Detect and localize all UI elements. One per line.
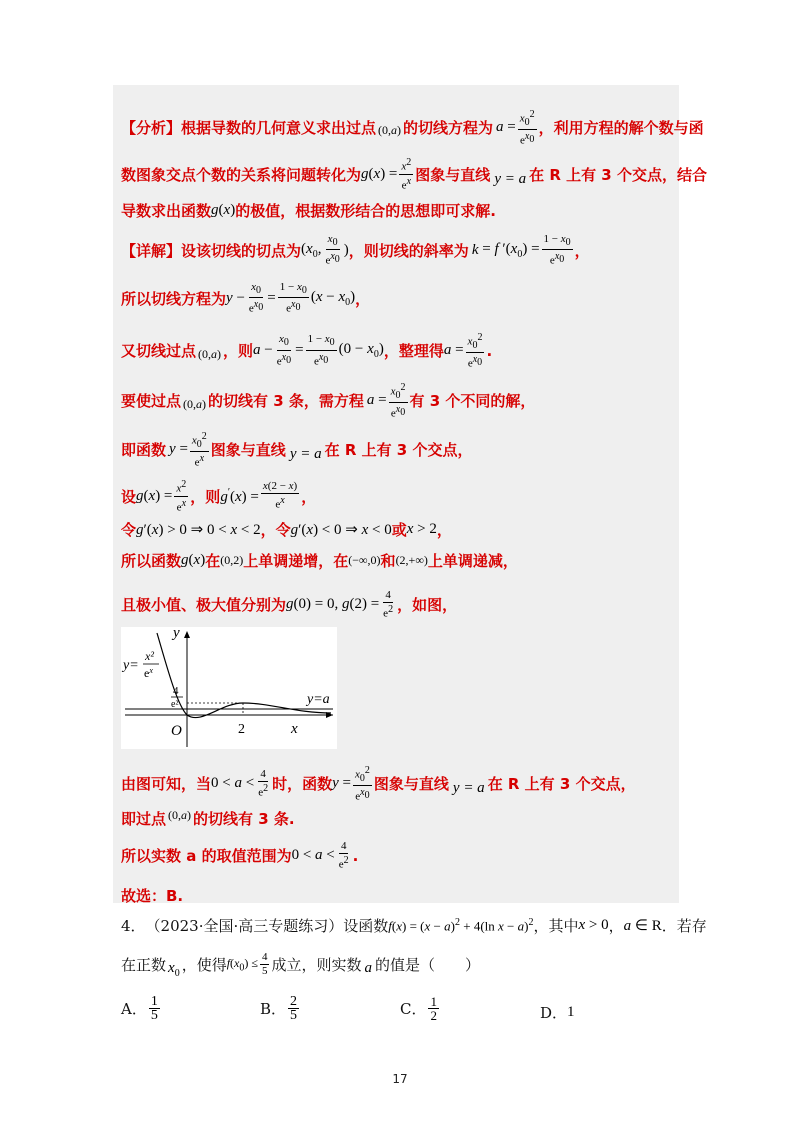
math-fraction: $\frac{x_0}{e^{x_0}}$ (276, 333, 292, 368)
option-letter: A． (121, 1000, 147, 1018)
y-axis-label: y (173, 627, 180, 641)
detail-line-5: 即函数 y = $\frac{x_0^2}{e^x}$ 图象与直线 y = a 在 R 上有 3 个交点， (121, 431, 473, 469)
answer-line (121, 885, 183, 906)
detail-text: 上单调递增，在 (243, 552, 349, 570)
curve-label-prefix: y= (123, 658, 139, 673)
math-fraction: $\frac{x_0^2}{e^{x_0}}$ (355, 765, 370, 803)
detail-text: 由图可知，当 (121, 775, 212, 794)
question-text: （2023·全国·高三专题练习）设函数 (145, 917, 389, 935)
y-axis-arrow (184, 631, 190, 638)
answer-text: 故选：B. (121, 887, 184, 905)
detail-text: 图象与直线 (210, 441, 286, 460)
y-tick-den: e² (171, 699, 179, 710)
math-fraction: $\frac{4}{5}$ (261, 951, 268, 977)
math-var: a (496, 119, 504, 136)
option-fraction: $\frac{1}{5}$ (150, 994, 158, 1023)
detail-line-11: 即过点 (0,a) 的切线有 3 条. (121, 808, 295, 828)
detail-text: ，则 (223, 342, 254, 361)
detail-text: 所以实数 a 的取值范围为 (121, 847, 292, 866)
detail-text: ，整理得 (383, 342, 444, 361)
analysis-line-3: 导数求出函数 g (x) 的极值，根据数形结合的思想即可求解. (121, 202, 496, 220)
option-value: 1 (567, 1004, 575, 1020)
detail-line-9: 且极小值、极大值分别为 g(0) = 0, g(2) = $\frac{4}{e^2}$ ，如图， (121, 589, 458, 620)
math-fraction: $\frac{x_0}{e^{x_0}}$ (248, 281, 264, 315)
page-number: 17 (392, 1072, 408, 1086)
question-text: 在正数 (121, 956, 167, 974)
detail-text: 或 (391, 521, 407, 539)
math-fraction: $\frac{1 - x_0}{e^{x_0}}$ (307, 333, 335, 368)
math-fraction: $\frac{x_0^2}{e^{x_0}}$ (390, 382, 406, 420)
math-fraction: $\frac{1 - x_0}{e^{x_0}}$ (543, 233, 571, 267)
x-tick-2: 2 (238, 722, 245, 737)
detail-line-1: 【详解】 设该切线的切点为 ($x_0$, $\frac{x_0}{e^{x_0}}$ ) ，则切线的斜率为 k = f $'(x_0)$ = $\frac{1 - x_0}{e^{x_0}}$ ， (121, 233, 590, 267)
detail-text: 时，函数 (272, 775, 333, 794)
math-fraction: $\frac{x_0^2}{e^x}$ (191, 431, 207, 469)
curve-g (157, 633, 331, 718)
curve-label-num: x² (145, 649, 154, 663)
math-fraction: $\frac{x^2}{e^x}$ (176, 479, 187, 514)
detail-line-12: 所以实数 a 的取值范围为 0 < a < $\frac{4}{e^2}$ . (121, 840, 359, 871)
line-label: y=a (307, 692, 330, 707)
math-fraction: $\frac{4}{e^2}$ (258, 767, 269, 799)
math-fraction: $\frac{4}{e^2}$ (338, 840, 349, 871)
math-g: g (211, 202, 219, 218)
option-letter: D． (540, 1004, 568, 1022)
question-number: 4． (121, 917, 146, 935)
detail-text: 和 (380, 552, 396, 570)
analysis-text: 在 R 上有 3 个交点，结合 (529, 165, 707, 184)
question-text: ．若存 (661, 917, 707, 935)
detail-line-10: 由图可知，当 0 < a < $\frac{4}{e^2}$ 时，函数 y = $\frac{x_0^2}{e^{x_0}}$ 图象与直线 y = a 在 R 上有 3 个交点， (121, 765, 636, 803)
question-text: ，使得 (181, 956, 227, 974)
math-line: y = a (494, 170, 527, 187)
question-line-2: 在正数 $x_0$ ，使得 $f(x_0)$ ≤ $\frac{4}{5}$ 成立，则实数 a 的值是（ ） (121, 951, 480, 979)
question-text: 成立，则实数 (271, 956, 362, 974)
question-line-1: 4． （2023·全国·高三专题练习）设函数 $f(x) = (x - a)^2 + 4(\ln$ x − a)$^2$ ，其中 x > 0 ， a ∈ R ．若存 (121, 916, 707, 935)
question-text: 的值是（ ） (374, 956, 480, 974)
y-tick-num: 4 (173, 685, 179, 697)
detail-tag: 【详解】 (121, 241, 182, 260)
analysis-text: 数图象交点个数的关系将问题转化为 (121, 165, 362, 184)
analysis-line-1: 【分析】 根据导数的几何意义求出过点 (0,a) 的切线方程为 a = $\frac{x_0^2}{e^{x_0}}$ ，利用方程的解个数与函 (121, 109, 704, 147)
option-fraction: $\frac{1}{2}$ (430, 994, 437, 1023)
graph-svg (121, 627, 337, 749)
math-fraction: $\frac{x(2 - x)}{e^x}$ (262, 480, 298, 511)
detail-text: ，如图， (397, 596, 458, 615)
function-graph (121, 627, 337, 749)
analysis-text: 的切线方程为 (403, 119, 494, 138)
detail-text: 上单调递减， (427, 552, 518, 570)
detail-text: 又切线过点 (121, 342, 197, 361)
detail-text: 设该切线的切点为 (181, 241, 302, 260)
detail-text: 的切线有 3 条，需方程 (208, 392, 364, 411)
detail-text: ，则切线的斜率为 (348, 241, 469, 260)
math-fraction: $\frac{4}{e^2}$ (383, 589, 394, 620)
detail-text: 在 (205, 552, 221, 570)
option-letter: B． (260, 1000, 287, 1018)
analysis-text: 图象与直线 (415, 165, 491, 184)
option-b[interactable] (260, 995, 301, 1022)
math-fraction: $\frac{x_0}{e^{x_0}}$ (325, 233, 340, 267)
detail-text: 在 R 上有 3 个交点， (487, 775, 636, 794)
detail-line-4: 要使过点 (0,a) 的切线有 3 条，需方程 a = $\frac{x_0^2}{e^{x_0}}$ 有 3 个不同的解， (121, 382, 536, 420)
detail-text: ，则 (190, 487, 221, 506)
analysis-line-2: 数图象交点个数的关系将问题转化为 g (x) = $\frac{x^2}{e^x}$ 图象与直线 y = a 在 R 上有 3 个交点，结合 (121, 157, 707, 192)
math-fraction: $\frac{x^2}{e^x}$ (401, 157, 412, 192)
option-d[interactable] (540, 1002, 575, 1023)
detail-text: 所以函数 (121, 552, 182, 570)
option-c[interactable] (400, 995, 441, 1022)
question-text: ，其中 (533, 917, 579, 935)
origin-label: O (171, 723, 182, 739)
curve-label-den: $e^x$ (144, 666, 153, 680)
detail-line-2: 所以切线方程为 y − $\frac{x_0}{e^{x_0}}$ = $\frac{1 - x_0}{e^{x_0}}$ $(x - x_0)$ ， (121, 281, 371, 315)
option-fraction: $\frac{2}{5}$ (290, 994, 298, 1023)
math-fraction: $\frac{1 - x_0}{e^{x_0}}$ (279, 281, 307, 315)
math-fraction: $\frac{x_0^2}{e^{x_0}}$ (519, 109, 535, 147)
detail-text: 且极小值、极大值分别为 (121, 596, 287, 615)
analysis-text: 的极值，根据数形结合的思想即可求解. (235, 202, 496, 220)
detail-line-8: 所以函数 g(x) 在 (0,2) 上单调递增，在 (−∞,0) 和 (2,+∞) 上单调递减， (121, 552, 518, 570)
analysis-text: ，利用方程的解个数与函 (538, 119, 704, 138)
analysis-text: 根据导数的几何意义求出过点 (181, 119, 377, 138)
question-text: ， (608, 917, 624, 935)
detail-text: 即函数 (121, 441, 167, 460)
detail-line-3: 又切线过点 (0,a) ，则 a − $\frac{x_0}{e^{x_0}}$ = $\frac{1 - x_0}{e^{x_0}}$ $(0 - x_0)$ ，整理得 a = $\frac{x_0^2}{e^{x_0}}$ . (121, 332, 493, 370)
option-a[interactable] (121, 995, 162, 1022)
x-axis-label: x (291, 721, 298, 737)
detail-text: 即过点 (121, 810, 167, 828)
option-letter: C． (400, 1000, 427, 1018)
detail-line-6: 设 g(x) = $\frac{x^2}{e^x}$ ，则 g′(x) = $\frac{x(2 - x)}{e^x}$ ， (121, 479, 317, 514)
detail-text: 设 (121, 487, 137, 506)
detail-text: 图象与直线 (373, 775, 449, 794)
math-fraction: $\frac{x_0^2}{e^{x_0}}$ (467, 332, 483, 370)
detail-text: 的切线有 3 条. (193, 810, 295, 828)
detail-text: 在 R 上有 3 个交点， (324, 441, 473, 460)
math-point: (0,a) (378, 123, 402, 138)
analysis-text: 导数求出函数 (121, 202, 212, 220)
detail-text: 要使过点 (121, 392, 182, 411)
detail-text: 所以切线方程为 (121, 289, 227, 308)
detail-line-7: 令 g′(x) > 0 ⇒ 0 < x < 2 ，令 g′(x) < 0 ⇒ x < 0 或 x > 2 ， (121, 521, 452, 539)
detail-text: 令 (121, 521, 137, 539)
detail-text: ，令 (260, 521, 291, 539)
math-g: g (361, 165, 369, 182)
detail-text: 有 3 个不同的解， (409, 392, 536, 411)
analysis-tag: 【分析】 (121, 119, 182, 138)
